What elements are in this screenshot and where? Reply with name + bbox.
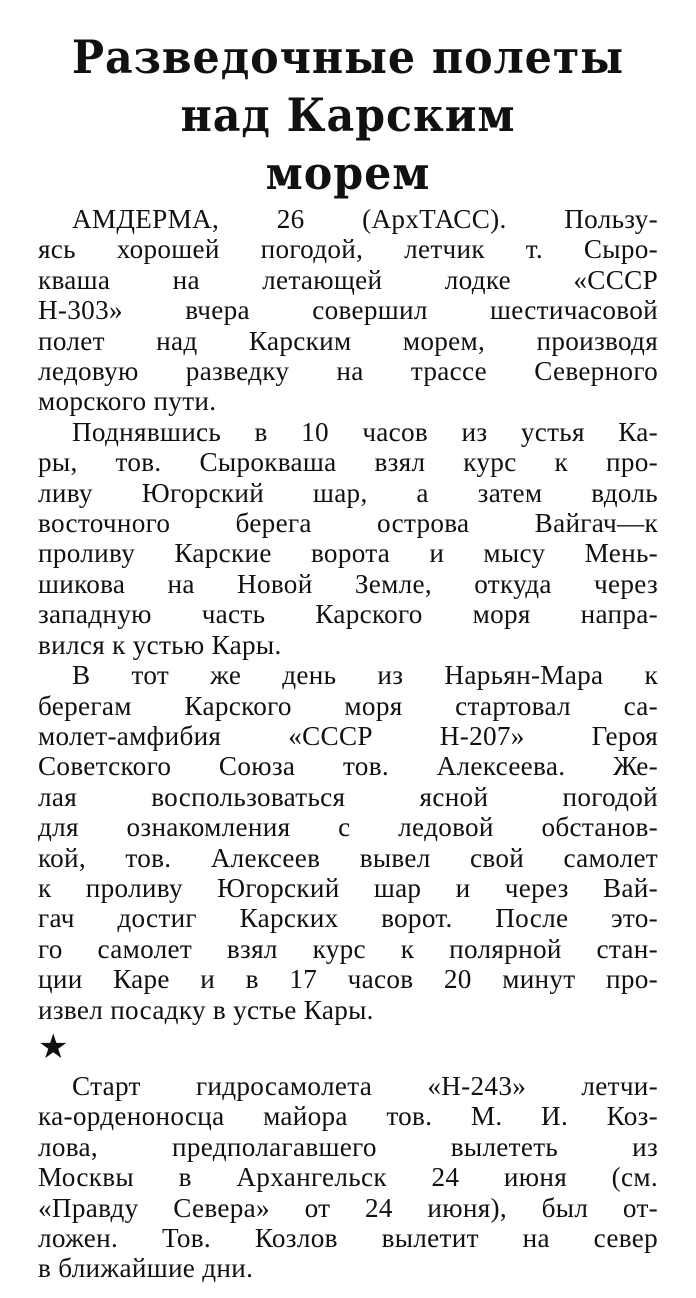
closing-paragraph xyxy=(38,1071,658,1284)
text-line: ясь хорошей погодой, летчик т. Сыро- xyxy=(38,234,658,265)
text-line: к проливу Югорский шар и через Вай- xyxy=(38,872,658,903)
text-line: кой, тов. Алексеев вывел свой самолет xyxy=(38,842,658,873)
text-line: в ближайшие дни. xyxy=(38,1253,254,1284)
text-line: ка-орденоносца майора тов. М. И. Коз- xyxy=(38,1101,658,1132)
headline-line-3: морем xyxy=(265,146,431,200)
news-article xyxy=(38,28,658,1284)
text-line: лая воспользоваться ясной погодой xyxy=(38,781,658,812)
text-line: лова, предполагавшего вылететь из xyxy=(38,1131,658,1162)
text-line: АМДЕРМА, 26 (АрхТАСС). Пользу- xyxy=(72,204,658,234)
text-line: кваша на летающей лодке «СССР xyxy=(38,264,658,295)
text-line: Поднявшись в 10 часов из устья Ка- xyxy=(72,416,658,447)
text-line: шикова на Новой Земле, откуда через xyxy=(38,568,658,599)
text-line: Н-303» вчера совершил шестичасовой xyxy=(38,295,658,326)
text-line: ливу Югорский шар, а затем вдоль xyxy=(38,477,658,508)
text-line: полет над Карским морем, производя xyxy=(38,325,658,356)
text-line: ледовую разведку на трассе Северного xyxy=(38,356,658,387)
text-line: извел посадку в устье Кары. xyxy=(38,994,374,1025)
text-line: гач достиг Карских ворот. После это- xyxy=(38,903,658,934)
headline-line-2: над Карским xyxy=(180,88,516,142)
text-line: ложен. Тов. Козлов вылетит на север xyxy=(38,1223,658,1253)
text-line: восточного берега острова Вайгач—к xyxy=(38,508,658,539)
text-line: для ознакомления с ледовой обстанов- xyxy=(38,812,658,843)
article-headline xyxy=(60,28,637,202)
article-body xyxy=(38,204,658,1284)
text-line: вился к устью Кары. xyxy=(38,629,282,660)
text-line: ции Каре и в 17 часов 20 минут про- xyxy=(38,964,658,995)
star-icon: ★ xyxy=(38,1026,69,1067)
text-line: «Правду Севера» от 24 июня), был от- xyxy=(38,1192,658,1223)
paragraph-3 xyxy=(38,660,658,1025)
star-separator xyxy=(38,1026,658,1067)
text-line: В тот же день из Нарьян-Мара к xyxy=(72,660,658,691)
text-line: Старт гидросамолета «Н-243» летчи- xyxy=(72,1070,658,1101)
text-line: западную часть Карского моря напра- xyxy=(38,599,658,630)
paragraph-1 xyxy=(38,204,658,417)
headline-line-1: Разведочные полеты xyxy=(71,30,625,84)
text-line: морского пути. xyxy=(38,386,217,417)
text-line: берегам Карского моря стартовал са- xyxy=(38,690,658,721)
text-line: Советского Союза тов. Алексеева. Же- xyxy=(38,751,658,782)
text-line: проливу Карские ворота и мысу Мень- xyxy=(38,538,658,569)
text-line: ры, тов. Сырокваша взял курс к про- xyxy=(38,447,658,478)
text-line: Москвы в Архангельск 24 июня (см. xyxy=(38,1162,658,1193)
text-line: го самолет взял курс к полярной стан- xyxy=(38,933,658,964)
text-line: молет-амфибия «СССР Н-207» Героя xyxy=(38,720,658,751)
paragraph-2 xyxy=(38,417,658,660)
